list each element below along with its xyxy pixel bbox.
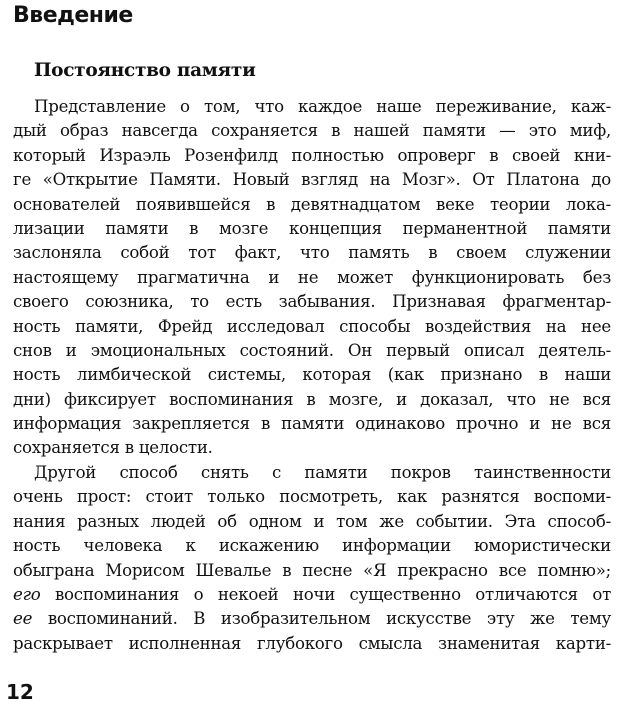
text-line: настоящему прагматична и не может функционировать без [13, 267, 611, 287]
subsection-title: Постоянство памяти [34, 60, 256, 81]
text-line: дый образ навсегда сохраняется в нашей памяти — это миф, [13, 121, 611, 141]
text-line: ность лимбической системы, которая (как признано в наши [13, 365, 611, 385]
text-line: сохраняется в целости. [13, 438, 213, 458]
text-line: ге «Открытие Памяти. Новый взгляд на Мозг». От Платона до [13, 170, 611, 190]
text-line: информация закрепляется в памяти одинаково прочно и не вся [13, 414, 611, 434]
text-line: который Израэль Розенфилд полностью опроверг в своей кни- [13, 145, 611, 165]
text-line: нания разных людей об одном и том же событии. Эта способ- [13, 511, 611, 531]
text-line: своего союзника, то есть забывания. Признавая фрагментар- [13, 292, 611, 312]
text-line: дни) фиксирует воспоминания в мозге, и доказал, что не вся [13, 389, 611, 409]
text-line: очень прост: стоит только посмотреть, как разнятся воспоми- [13, 487, 611, 507]
text-span: воспоминания о некоей ночи существенно отличаются от [40, 584, 611, 604]
text-line: снов и эмоциональных состояний. Он первый описал деятель- [13, 340, 611, 360]
text-line: Представление о том, что каждое наше переживание, каж- [34, 97, 611, 116]
text-span: воспоминаний. В изобразительном искусстве эту же тему [32, 609, 611, 629]
italic-word: его [13, 584, 41, 604]
text-line: заслоняла собой тот факт, что память в своем служении [13, 243, 611, 263]
text-line: основателей появившейся в девятнадцатом веке теории лока- [13, 194, 611, 214]
text-line: раскрывает исполненная глубокого смысла знаменитая карти- [13, 633, 611, 653]
text-line: ность памяти, Фрейд исследовал способы воздействия на нее [13, 316, 611, 336]
text-line [13, 607, 611, 631]
text-line: Другой способ снять с памяти покров таинственности [34, 463, 611, 482]
section-title: Введение [13, 3, 133, 28]
italic-word: ее [13, 609, 33, 629]
paragraph-1 [13, 95, 611, 461]
text-line [13, 583, 611, 607]
page-number: 12 [6, 680, 34, 704]
text-line: обыграна Морисом Шевалье в песне «Я прекрасно все помню»; [13, 560, 611, 580]
text-line: лизации памяти в мозге концепция перманентной памяти [13, 218, 611, 238]
text-line: ность человека к искажению информации юмористически [13, 536, 611, 556]
paragraph-2 [13, 461, 611, 656]
